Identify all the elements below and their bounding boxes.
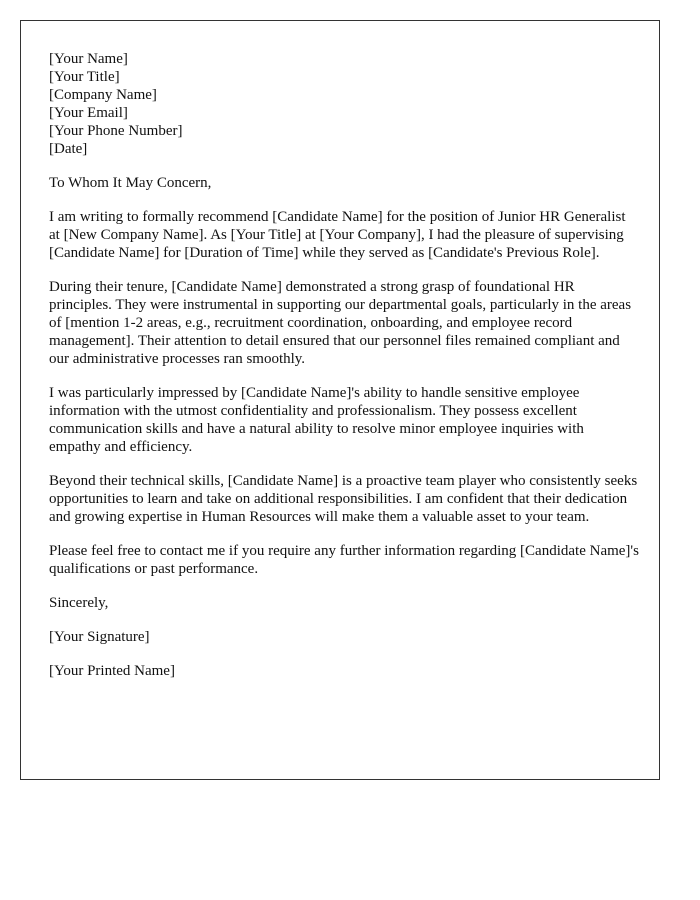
salutation: To Whom It May Concern, xyxy=(49,175,212,191)
sender-email: [Your Email] xyxy=(49,105,128,121)
paragraph-introduction: I am writing to formally recommend [Candidate Name] for the position of Junior HR Generalist at [New Company Name]. As [Your Title] at [Your Company], I had the pleasure of supervising [Candidate Name] for [Duration of Time] while they served as [Candidate's Previous Role]. xyxy=(49,209,626,261)
sender-title: [Your Title] xyxy=(49,69,120,85)
letter-body xyxy=(49,50,639,680)
sender-phone: [Your Phone Number] xyxy=(49,123,183,139)
letter-date: [Date] xyxy=(49,141,88,157)
sender-name: [Your Name] xyxy=(49,51,128,67)
paragraph-contact: Please feel free to contact me if you require any further information regarding [Candidate Name]'s qualifications or past performance. xyxy=(49,543,639,577)
signature: [Your Signature] xyxy=(49,629,150,645)
paragraph-teamwork: Beyond their technical skills, [Candidate Name] is a proactive team player who consistently seeks opportunities to learn and take on additional responsibilities. I am confident that their dedication and growing expertise in Human Resources will make them a valuable asset to your team. xyxy=(49,473,638,525)
printed-name: [Your Printed Name] xyxy=(49,663,175,679)
letter-page xyxy=(20,20,660,780)
paragraph-qualities: I was particularly impressed by [Candidate Name]'s ability to handle sensitive employee information with the utmost confidentiality and professionalism. They possess excellent communication skills and have a natural ability to resolve minor employee inquiries with empathy and efficiency. xyxy=(49,385,584,455)
sender-company: [Company Name] xyxy=(49,87,157,103)
sender-block xyxy=(49,50,639,158)
closing: Sincerely, xyxy=(49,595,109,611)
paragraph-tenure: During their tenure, [Candidate Name] demonstrated a strong grasp of foundational HR principles. They were instrumental in supporting our departmental goals, particularly in the areas of [mention 1-2 areas, e.g., recruitment coordination, onboarding, and employee record management]. Their attention to detail ensured that our personnel files remained compliant and our administrative processes ran smoothly. xyxy=(49,279,632,367)
